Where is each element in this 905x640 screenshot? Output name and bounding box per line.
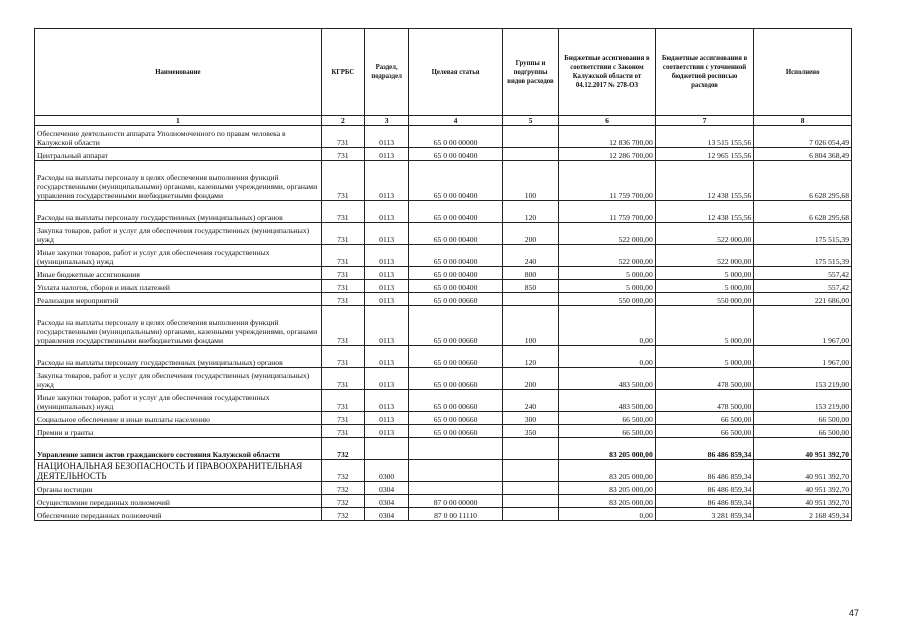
- row-razdel: 0113: [365, 368, 409, 390]
- row-statya: [409, 460, 503, 482]
- row-vid: [502, 148, 558, 161]
- row-ispolneno: 40 951 392,70: [754, 438, 852, 460]
- row-kgrbs: 731: [321, 161, 364, 201]
- row-ispolneno: 6 628 295,68: [754, 201, 852, 223]
- row-vid: 100: [502, 306, 558, 346]
- row-vid: 800: [502, 267, 558, 280]
- row-kgrbs: 731: [321, 126, 364, 148]
- row-ispolneno: 221 686,00: [754, 293, 852, 306]
- row-kgrbs: 731: [321, 390, 364, 412]
- row-razdel: 0113: [365, 148, 409, 161]
- row-kgrbs: 731: [321, 201, 364, 223]
- row-vid: [502, 508, 558, 521]
- row-zakon: 550 000,00: [559, 293, 656, 306]
- table-row: [35, 245, 852, 267]
- row-statya: 65 0 00 00660: [409, 368, 503, 390]
- header-statya: Целевая статья: [409, 29, 503, 116]
- row-kgrbs: 732: [321, 482, 364, 495]
- table-row: [35, 293, 852, 306]
- table-row: [35, 390, 852, 412]
- row-razdel: 0113: [365, 223, 409, 245]
- header-name: Наименование: [35, 29, 322, 116]
- row-razdel: 0113: [365, 280, 409, 293]
- row-rospis: 5 000,00: [655, 346, 754, 368]
- row-kgrbs: 732: [321, 438, 364, 460]
- row-razdel: 0113: [365, 161, 409, 201]
- row-vid: 200: [502, 223, 558, 245]
- row-vid: 850: [502, 280, 558, 293]
- row-statya: [409, 482, 503, 495]
- row-rospis: 12 438 155,56: [655, 201, 754, 223]
- row-razdel: 0113: [365, 412, 409, 425]
- row-ispolneno: 7 026 054,49: [754, 126, 852, 148]
- row-zakon: 483 500,00: [559, 390, 656, 412]
- row-kgrbs: 731: [321, 425, 364, 438]
- row-ispolneno: 6 628 295,68: [754, 161, 852, 201]
- row-name: Расходы на выплаты персоналу государственных (муниципальных) органов: [35, 346, 322, 368]
- row-zakon: 522 000,00: [559, 245, 656, 267]
- table-row: [35, 346, 852, 368]
- row-rospis: 522 000,00: [655, 245, 754, 267]
- row-statya: 65 0 00 00000: [409, 126, 503, 148]
- row-zakon: 11 759 700,00: [559, 161, 656, 201]
- table-row: [35, 126, 852, 148]
- row-kgrbs: 731: [321, 306, 364, 346]
- row-rospis: 478 500,00: [655, 390, 754, 412]
- row-razdel: 0113: [365, 346, 409, 368]
- row-rospis: 522 000,00: [655, 223, 754, 245]
- row-kgrbs: 731: [321, 293, 364, 306]
- row-vid: [502, 126, 558, 148]
- column-number: 3: [365, 116, 409, 126]
- row-razdel: 0113: [365, 293, 409, 306]
- header-rospis: Бюджетные ассигнования в соответствии с уточненной бюджетной росписью расходов: [655, 29, 754, 116]
- row-name: Управление записи актов гражданского состояния Калужской области: [35, 438, 322, 460]
- table-row: [35, 161, 852, 201]
- row-vid: [502, 438, 558, 460]
- row-kgrbs: 731: [321, 368, 364, 390]
- column-number: 1: [35, 116, 322, 126]
- row-zakon: 522 000,00: [559, 223, 656, 245]
- row-razdel: 0300: [365, 460, 409, 482]
- row-statya: [409, 438, 503, 460]
- row-rospis: 66 500,00: [655, 412, 754, 425]
- row-name: Иные бюджетные ассигнования: [35, 267, 322, 280]
- row-kgrbs: 731: [321, 346, 364, 368]
- row-name: Иные закупки товаров, работ и услуг для обеспечения государственных (муниципальных) нужд: [35, 245, 322, 267]
- header-vid: Группы и подгруппы видов расходов: [502, 29, 558, 116]
- table-row: [35, 368, 852, 390]
- row-ispolneno: 175 515,39: [754, 223, 852, 245]
- row-rospis: 478 500,00: [655, 368, 754, 390]
- row-name: НАЦИОНАЛЬНАЯ БЕЗОПАСНОСТЬ И ПРАВООХРАНИТЕЛЬНАЯ ДЕЯТЕЛЬНОСТЬ: [35, 460, 322, 482]
- table-body: [35, 126, 852, 521]
- header-razdel: Раздел, подраздел: [365, 29, 409, 116]
- table-row: [35, 438, 852, 460]
- row-zakon: 12 836 700,00: [559, 126, 656, 148]
- table-row: [35, 223, 852, 245]
- row-razdel: [365, 438, 409, 460]
- row-zakon: 11 759 700,00: [559, 201, 656, 223]
- table-row: [35, 495, 852, 508]
- row-kgrbs: 731: [321, 223, 364, 245]
- row-rospis: 5 000,00: [655, 267, 754, 280]
- row-vid: 350: [502, 425, 558, 438]
- row-kgrbs: 732: [321, 495, 364, 508]
- row-kgrbs: 731: [321, 267, 364, 280]
- row-razdel: 0304: [365, 508, 409, 521]
- row-zakon: 483 500,00: [559, 368, 656, 390]
- row-name: Органы юстиции: [35, 482, 322, 495]
- row-rospis: 5 000,00: [655, 280, 754, 293]
- row-vid: 240: [502, 245, 558, 267]
- row-vid: 100: [502, 161, 558, 201]
- row-razdel: 0113: [365, 390, 409, 412]
- row-vid: 200: [502, 368, 558, 390]
- table-row: [35, 482, 852, 495]
- row-statya: 65 0 00 00400: [409, 223, 503, 245]
- row-name: Премии и гранты: [35, 425, 322, 438]
- header-ispolneno: Исполнено: [754, 29, 852, 116]
- row-zakon: 83 205 000,00: [559, 460, 656, 482]
- row-kgrbs: 731: [321, 245, 364, 267]
- row-zakon: 66 500,00: [559, 412, 656, 425]
- row-ispolneno: 175 515,39: [754, 245, 852, 267]
- row-statya: 65 0 00 00660: [409, 346, 503, 368]
- row-name: Обеспечение деятельности аппарата Уполномоченного по правам человека в Калужской области: [35, 126, 322, 148]
- row-ispolneno: 557,42: [754, 267, 852, 280]
- row-vid: 120: [502, 201, 558, 223]
- row-zakon: 0,00: [559, 508, 656, 521]
- row-ispolneno: 66 500,00: [754, 412, 852, 425]
- row-statya: 65 0 00 00660: [409, 425, 503, 438]
- row-statya: 65 0 00 00660: [409, 412, 503, 425]
- row-rospis: 86 486 859,34: [655, 438, 754, 460]
- row-statya: 65 0 00 00400: [409, 267, 503, 280]
- row-vid: 300: [502, 412, 558, 425]
- row-razdel: 0113: [365, 201, 409, 223]
- row-rospis: 86 486 859,34: [655, 482, 754, 495]
- row-zakon: 66 500,00: [559, 425, 656, 438]
- column-number: 2: [321, 116, 364, 126]
- row-kgrbs: 731: [321, 280, 364, 293]
- column-number: 6: [559, 116, 656, 126]
- row-name: Расходы на выплаты персоналу в целях обеспечения выполнения функций государственными (муниципальными) органами, казенными учреждениями, органами управления государственными внебюджетными фондами: [35, 306, 322, 346]
- row-zakon: 12 286 700,00: [559, 148, 656, 161]
- row-ispolneno: 40 951 392,70: [754, 482, 852, 495]
- row-vid: [502, 495, 558, 508]
- row-zakon: 83 205 000,00: [559, 482, 656, 495]
- row-ispolneno: 40 951 392,70: [754, 495, 852, 508]
- row-vid: [502, 293, 558, 306]
- row-rospis: 66 500,00: [655, 425, 754, 438]
- row-statya: 65 0 00 00660: [409, 293, 503, 306]
- row-vid: 120: [502, 346, 558, 368]
- row-vid: [502, 460, 558, 482]
- row-name: Уплата налогов, сборов и иных платежей: [35, 280, 322, 293]
- row-vid: [502, 482, 558, 495]
- row-razdel: 0113: [365, 267, 409, 280]
- row-name: Закупка товаров, работ и услуг для обеспечения государственных (муниципальных) нужд: [35, 223, 322, 245]
- row-kgrbs: 731: [321, 412, 364, 425]
- row-zakon: 83 205 000,00: [559, 438, 656, 460]
- budget-table: [34, 28, 852, 521]
- row-razdel: 0304: [365, 495, 409, 508]
- table-row: [35, 412, 852, 425]
- row-statya: 65 0 00 00400: [409, 201, 503, 223]
- row-statya: 65 0 00 00400: [409, 245, 503, 267]
- row-zakon: 5 000,00: [559, 280, 656, 293]
- column-number: 5: [502, 116, 558, 126]
- header-zakon: Бюджетные ассигнования в соответствии с Законом Калужской области от 04.12.2017 № 278-ОЗ: [559, 29, 656, 116]
- page-number: 47: [848, 608, 859, 618]
- table-row: [35, 267, 852, 280]
- row-rospis: 5 000,00: [655, 306, 754, 346]
- row-rospis: 86 486 859,34: [655, 460, 754, 482]
- row-ispolneno: 1 967,00: [754, 306, 852, 346]
- row-razdel: 0113: [365, 126, 409, 148]
- row-ispolneno: 66 500,00: [754, 425, 852, 438]
- row-ispolneno: 557,42: [754, 280, 852, 293]
- row-rospis: 13 515 155,56: [655, 126, 754, 148]
- column-number: 8: [754, 116, 852, 126]
- row-ispolneno: 1 967,00: [754, 346, 852, 368]
- row-vid: 240: [502, 390, 558, 412]
- table-row: [35, 425, 852, 438]
- row-ispolneno: 2 168 459,34: [754, 508, 852, 521]
- row-name: Обеспечение переданных полномочий: [35, 508, 322, 521]
- table-row: [35, 280, 852, 293]
- row-zakon: 83 205 000,00: [559, 495, 656, 508]
- row-statya: 65 0 00 00400: [409, 148, 503, 161]
- row-zakon: 0,00: [559, 306, 656, 346]
- row-rospis: 3 281 859,34: [655, 508, 754, 521]
- row-rospis: 550 000,00: [655, 293, 754, 306]
- row-zakon: 0,00: [559, 346, 656, 368]
- row-name: Осуществление переданных полномочий: [35, 495, 322, 508]
- column-number: 4: [409, 116, 503, 126]
- row-statya: 65 0 00 00400: [409, 161, 503, 201]
- column-number-row: [35, 116, 852, 126]
- row-name: Социальное обеспечение и иные выплаты населению: [35, 412, 322, 425]
- row-kgrbs: 732: [321, 460, 364, 482]
- column-number: 7: [655, 116, 754, 126]
- row-razdel: 0113: [365, 425, 409, 438]
- row-name: Центральный аппарат: [35, 148, 322, 161]
- row-razdel: 0304: [365, 482, 409, 495]
- row-name: Расходы на выплаты персоналу в целях обеспечения выполнения функций государственными (муниципальными) органами, казенными учреждениями, органами управления государственными внебюджетными фондами: [35, 161, 322, 201]
- table-row: [35, 460, 852, 482]
- row-kgrbs: 731: [321, 148, 364, 161]
- table-header-row: [35, 29, 852, 116]
- row-name: Реализация мероприятий: [35, 293, 322, 306]
- row-statya: 87 0 00 11110: [409, 508, 503, 521]
- row-ispolneno: 153 219,00: [754, 390, 852, 412]
- row-statya: 65 0 00 00660: [409, 390, 503, 412]
- row-razdel: 0113: [365, 245, 409, 267]
- row-rospis: 12 438 155,56: [655, 161, 754, 201]
- row-kgrbs: 732: [321, 508, 364, 521]
- row-rospis: 12 965 155,56: [655, 148, 754, 161]
- table-row: [35, 148, 852, 161]
- row-name: Закупка товаров, работ и услуг для обеспечения государственных (муниципальных) нужд: [35, 368, 322, 390]
- row-statya: 87 0 00 00000: [409, 495, 503, 508]
- row-ispolneno: 153 219,00: [754, 368, 852, 390]
- row-statya: 65 0 00 00400: [409, 280, 503, 293]
- row-rospis: 86 486 859,34: [655, 495, 754, 508]
- row-statya: 65 0 00 00660: [409, 306, 503, 346]
- table-row: [35, 508, 852, 521]
- table-row: [35, 201, 852, 223]
- header-kgrbs: КГРБС: [321, 29, 364, 116]
- row-zakon: 5 000,00: [559, 267, 656, 280]
- table-row: [35, 306, 852, 346]
- row-razdel: 0113: [365, 306, 409, 346]
- row-ispolneno: 40 951 392,70: [754, 460, 852, 482]
- row-ispolneno: 6 804 368,49: [754, 148, 852, 161]
- row-name: Расходы на выплаты персоналу государственных (муниципальных) органов: [35, 201, 322, 223]
- row-name: Иные закупки товаров, работ и услуг для обеспечения государственных (муниципальных) нужд: [35, 390, 322, 412]
